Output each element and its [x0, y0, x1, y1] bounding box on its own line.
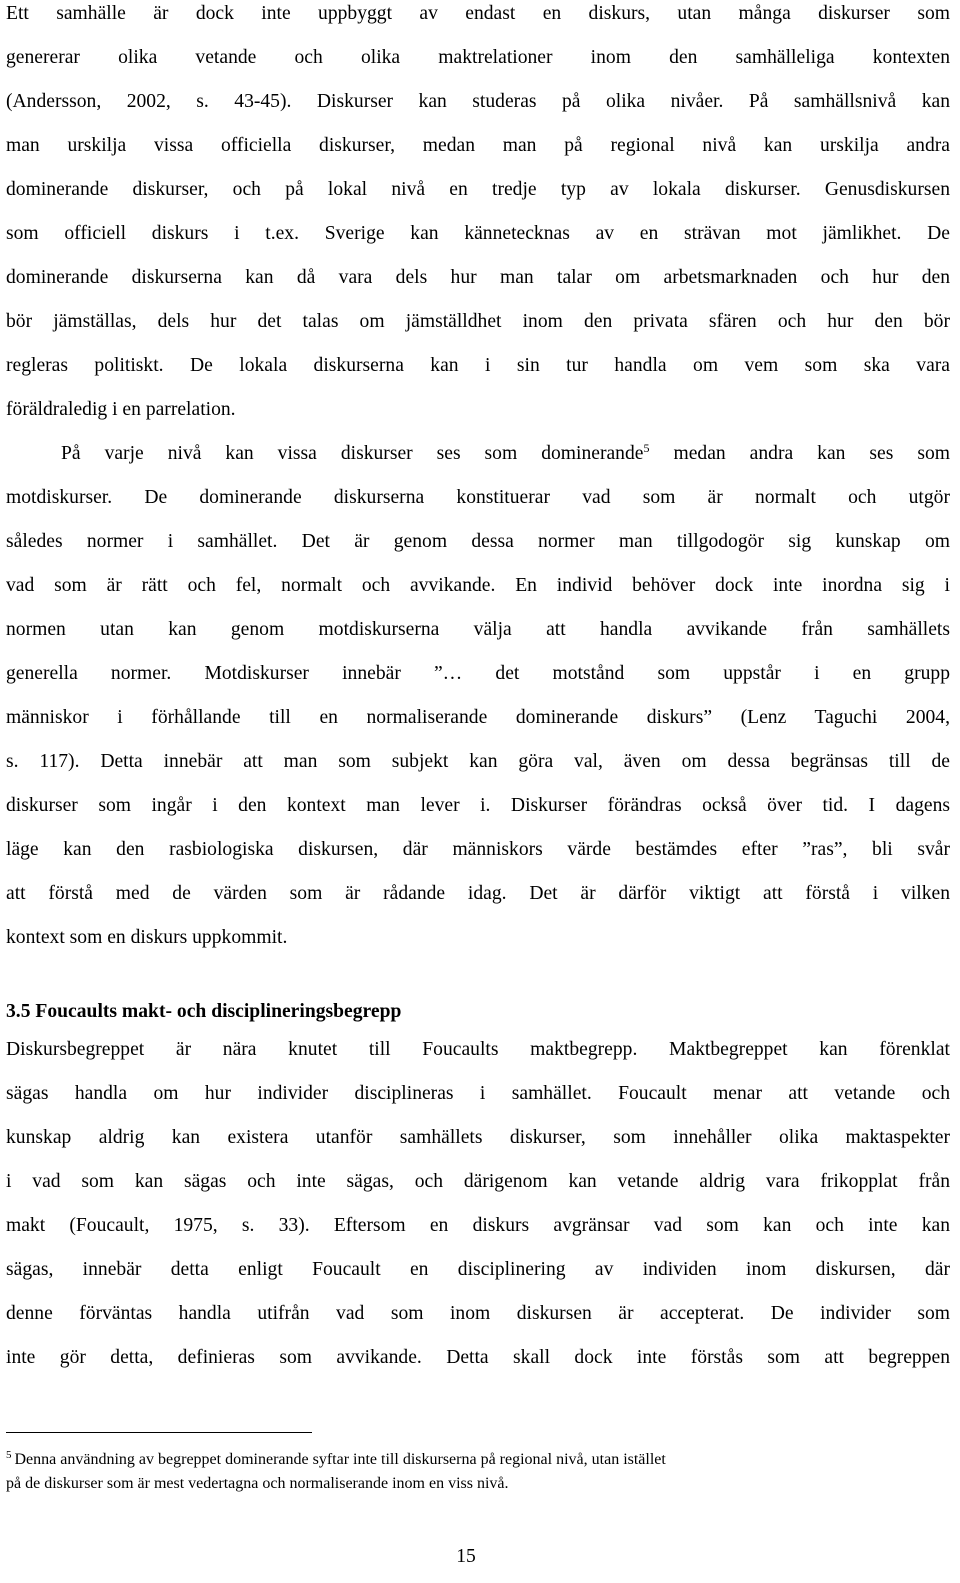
footnote-reference: 5 [643, 441, 650, 455]
text-line: regleras politiskt. De lokala diskurserna kan i sin tur handla om vem som ska vara [6, 355, 950, 376]
text-line: s. 117). Detta innebär att man som subjekt kan göra val, även om dessa begränsas till de [6, 751, 950, 772]
text-line: genererar olika vetande och olika maktrelationer inom den samhälleliga kontexten [6, 47, 950, 68]
text-line: föräldraledig i en parrelation. [6, 399, 236, 420]
text-line: kontext som en diskurs uppkommit. [6, 927, 288, 948]
text-line [6, 442, 950, 466]
text-line: dominerande diskurserna kan då vara dels hur man talar om arbetsmarknaden och hur den [6, 267, 950, 288]
text-line: diskurser som ingår i den kontext man lever i. Diskurser förändras också över tid. I dagens [6, 795, 950, 816]
text-line: kunskap aldrig kan existera utanför samhällets diskurser, som innehåller olika maktaspekter [6, 1127, 950, 1148]
text-run: På varje nivå kan vissa diskurser ses som dominerande [61, 443, 644, 464]
text-line: (Andersson, 2002, s. 43-45). Diskurser kan studeras på olika nivåer. På samhällsnivå kan [6, 91, 950, 112]
footnote-line: på de diskurser som är mest vedertagna och normaliserande inom en viss nivå. [6, 1475, 509, 1492]
text-line: människor i förhållande till en normaliserande dominerande diskurs” (Lenz Taguchi 2004, [6, 707, 950, 728]
text-line: makt (Foucault, 1975, s. 33). Eftersom en diskurs avgränsar vad som kan och inte kan [6, 1215, 950, 1236]
text-line: som officiell diskurs i t.ex. Sverige kan kännetecknas av en strävan mot jämlikhet. De [6, 223, 950, 244]
text-line: denne förväntas handla utifrån vad som inom diskursen är accepterat. De individer som [6, 1303, 950, 1324]
text-line: inte gör detta, definieras som avvikande. Detta skall dock inte förstås som att begreppen [6, 1347, 950, 1368]
text-line: Ett samhälle är dock inte uppbyggt av endast en diskurs, utan många diskurser som [6, 3, 950, 24]
text-line: således normer i samhället. Det är genom dessa normer man tillgodogör sig kunskap om [6, 531, 950, 552]
text-line: generella normer. Motdiskurser innebär ”… det motstånd som uppstår i en grupp [6, 663, 950, 684]
text-line: sägas handla om hur individer disciplineras i samhället. Foucault menar att vetande och [6, 1083, 950, 1104]
footnote-number: 5 [6, 1449, 12, 1461]
text-line: att förstå med de värden som är rådande idag. Det är därför viktigt att förstå i vilken [6, 883, 950, 904]
text-line: sägas, innebär detta enligt Foucault en disciplinering av individen inom diskursen, där [6, 1259, 950, 1280]
page-number: 15 [456, 1546, 476, 1567]
text-line: motdiskurser. De dominerande diskurserna konstituerar vad som är normalt och utgör [6, 487, 950, 508]
text-line: i vad som kan sägas och inte sägas, och därigenom kan vetande aldrig vara frikopplat från [6, 1171, 950, 1192]
text-line: bör jämställas, dels hur det talas om jämställdhet inom den privata sfären och hur den bör [6, 311, 950, 332]
text-line: dominerande diskurser, och på lokal nivå en tredje typ av lokala diskurser. Genusdiskursen [6, 179, 950, 200]
section-heading: 3.5 Foucaults makt- och disciplineringsbegrepp [6, 1001, 402, 1022]
footnote-text: Denna användning av begreppet dominerande syftar inte till diskurserna på regional nivå, utan istället [14, 1451, 666, 1468]
text-line: man urskilja vissa officiella diskurser, medan man på regional nivå kan urskilja andra [6, 135, 950, 156]
footnote-line [6, 1450, 666, 1471]
footnote-separator [6, 1432, 312, 1433]
text-line: Diskursbegreppet är nära knutet till Foucaults maktbegrepp. Maktbegreppet kan förenklat [6, 1039, 950, 1060]
text-line: normen utan kan genom motdiskurserna välja att handla avvikande från samhällets [6, 619, 950, 640]
text-run: medan andra kan ses som [649, 443, 950, 464]
text-line: vad som är rätt och fel, normalt och avvikande. En individ behöver dock inte inordna sig i [6, 575, 950, 596]
text-line: läge kan den rasbiologiska diskursen, där människors värde bestämdes efter ”ras”, bli svår [6, 839, 950, 860]
